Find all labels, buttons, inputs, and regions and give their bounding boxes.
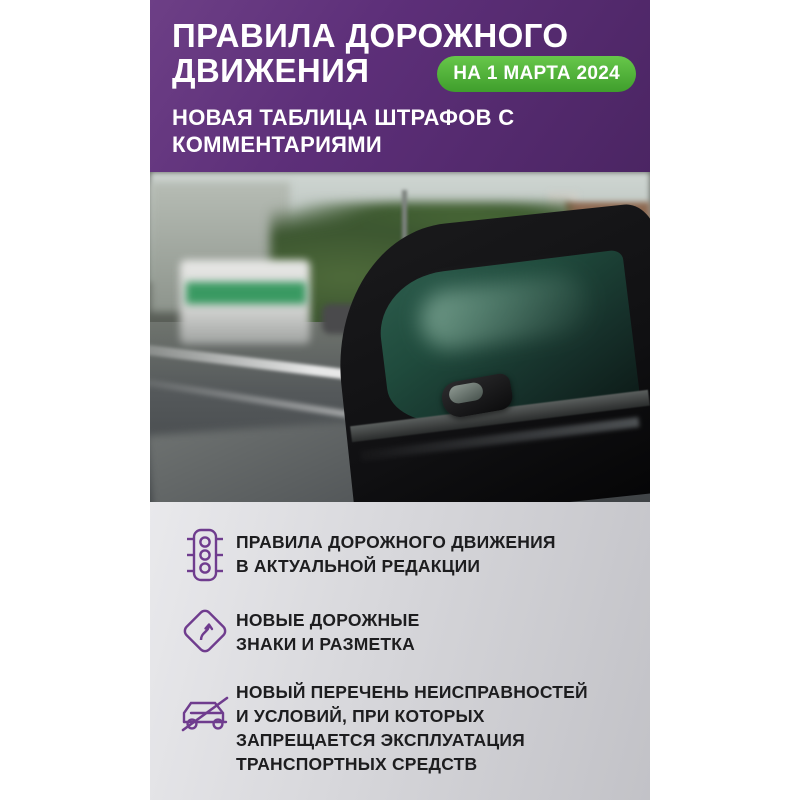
page-title: ПРАВИЛА ДОРОЖНОГО ДВИЖЕНИЯ <box>172 17 569 89</box>
feature-line: НОВЫЕ ДОРОЖНЫЕ <box>236 610 420 630</box>
road-sign-icon <box>174 602 236 664</box>
feature-line: ЗАПРЕЩАЕТСЯ ЭКСПЛУАТАЦИЯ <box>236 730 525 750</box>
cover-subtitle: НОВАЯ ТАБЛИЦА ШТРАФОВ С КОММЕНТАРИЯМИ <box>172 105 515 157</box>
feature-list <box>150 502 650 800</box>
feature-text <box>236 680 588 776</box>
feature-text <box>236 524 556 578</box>
photo-bus-stripe <box>186 282 306 304</box>
no-car-icon <box>174 680 236 750</box>
feature-line: НОВЫЙ ПЕРЕЧЕНЬ НЕИСПРАВНОСТЕЙ <box>236 682 588 702</box>
list-item <box>174 602 632 664</box>
list-item <box>174 524 632 586</box>
feature-line: В АКТУАЛЬНОЙ РЕДАКЦИИ <box>236 556 481 576</box>
cover-photo <box>150 172 650 502</box>
feature-line: И УСЛОВИЙ, ПРИ КОТОРЫХ <box>236 706 485 726</box>
feature-line: ПРАВИЛА ДОРОЖНОГО ДВИЖЕНИЯ <box>236 532 556 552</box>
cover-header <box>150 0 650 172</box>
feature-line: ЗНАКИ И РАЗМЕТКА <box>236 634 415 654</box>
date-badge: НА 1 МАРТА 2024 <box>437 56 636 92</box>
list-item <box>174 680 632 776</box>
feature-line: ТРАНСПОРТНЫХ СРЕДСТВ <box>236 754 478 774</box>
feature-text <box>236 602 420 656</box>
book-cover <box>150 0 650 800</box>
traffic-light-icon <box>174 524 236 586</box>
